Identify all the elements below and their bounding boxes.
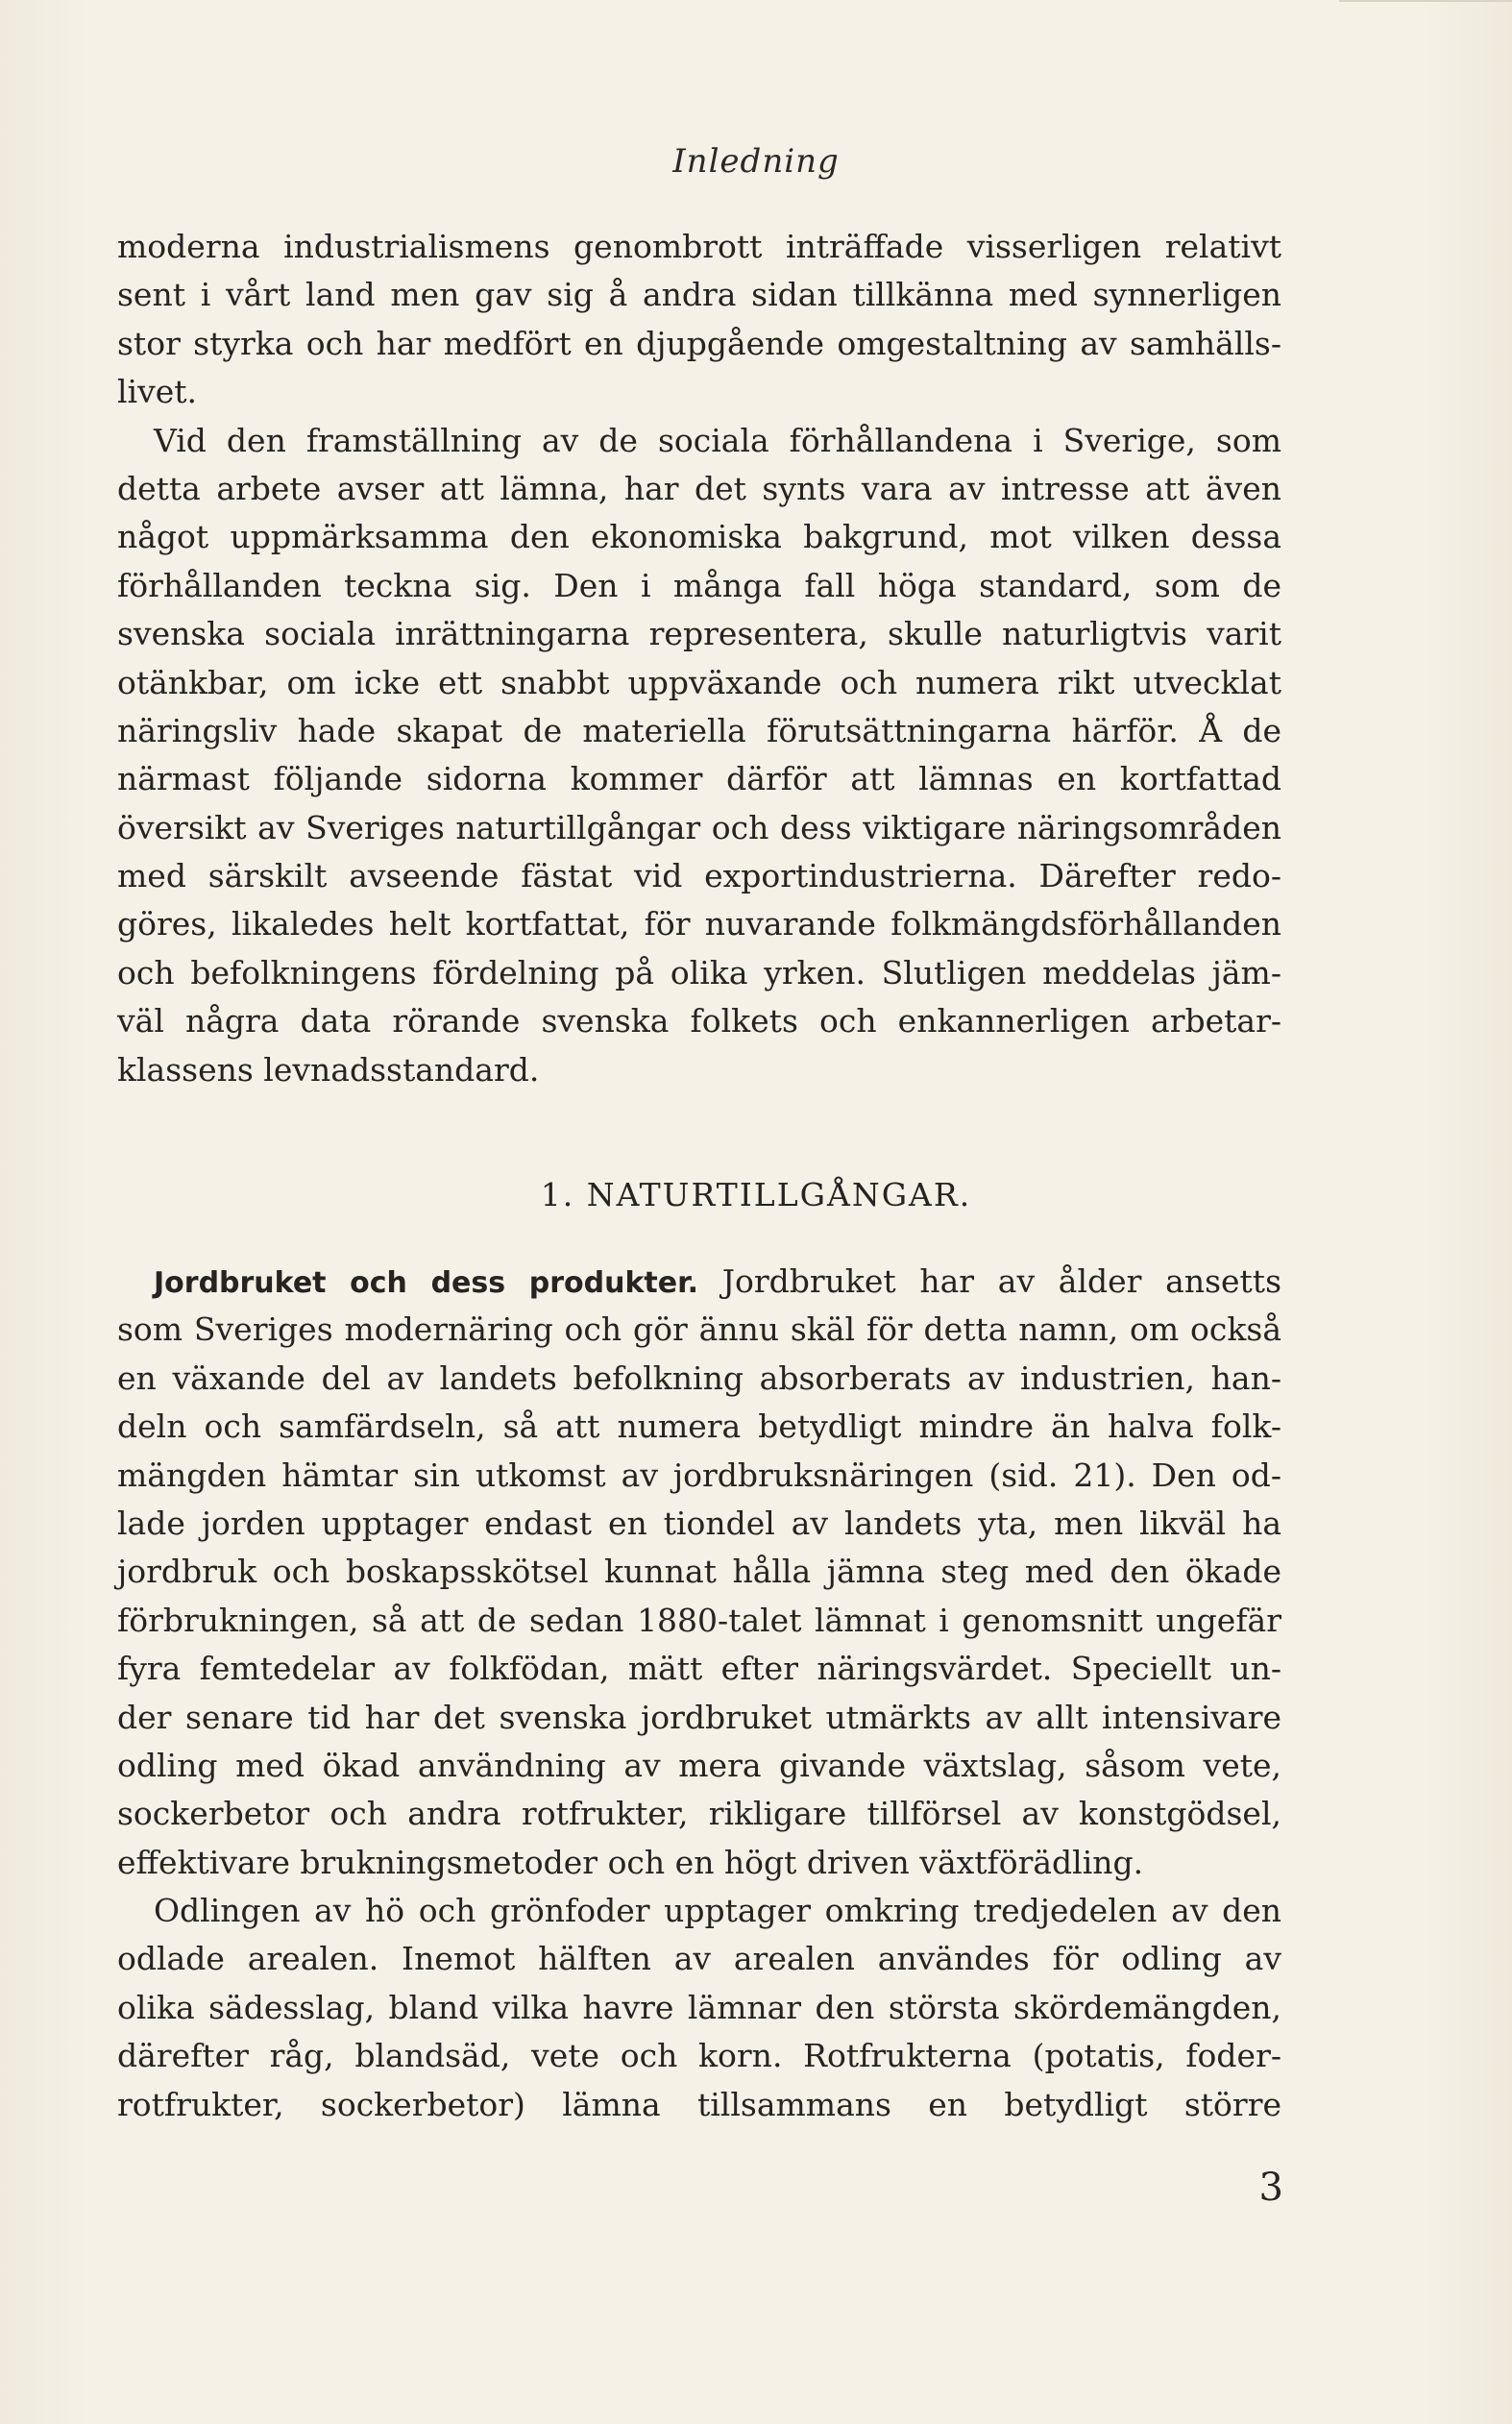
text-line: jordbruk och boskapsskötsel kunnat hålla jämna steg med den ökade <box>117 1553 1281 1591</box>
top-edge-rule <box>1339 0 1512 2</box>
text-line: väl några data rörande svenska folkets och enkannerligen arbetar- <box>117 1002 1281 1041</box>
text-line: odling med ökad användning av mera givande växtslag, såsom vete, <box>117 1746 1281 1784</box>
text-line: effektivare brukningsmetoder och en högt driven växtförädling. <box>117 1843 1144 1881</box>
running-head: Inledning <box>672 142 840 181</box>
text-line: moderna industrialismens genombrott inträffade visserligen relativt <box>117 228 1281 265</box>
text-line: klassens levnadsstandard. <box>117 1050 540 1089</box>
intro-text-block <box>117 223 1281 1094</box>
text-line: olika sädesslag, bland vilka havre lämnar den största skördemängden, <box>117 1988 1281 2026</box>
text-line: näringsliv hade skapat de materiella förutsättningarna härför. Å de <box>117 711 1281 749</box>
text-line: otänkbar, om icke ett snabbt uppväxande och numera rikt utvecklat <box>117 663 1281 701</box>
text-line: odlade arealen. Inemot hälften av arealen användes för odling av <box>117 1940 1281 1978</box>
text-line: mängden hämtar sin utkomst av jordbruksnäringen (sid. 21). Den od- <box>117 1456 1281 1494</box>
text-line-rest: Jordbruket har av ålder ansetts <box>721 1262 1281 1300</box>
text-line: deln och samfärdseln, så att numera betydligt mindre än halva folk- <box>117 1408 1281 1446</box>
text-line: stor styrka och har medfört en djupgående omgestaltning av samhälls- <box>117 324 1281 362</box>
section-heading: 1. NATURTILLGÅNGAR. <box>540 1176 972 1213</box>
text-line: livet. <box>117 373 198 411</box>
text-line: der senare tid har det svenska jordbruket utmärkts av allt intensivare <box>117 1698 1281 1736</box>
text-line: förhållanden teckna sig. Den i många fall höga standard, som de <box>117 566 1281 604</box>
text-line: som Sveriges modernäring och gör ännu skäl för detta namn, om också <box>117 1310 1281 1349</box>
text-line: Vid den framställning av de sociala förhållandena i Sverige, som <box>154 421 1281 459</box>
text-line: med särskilt avseende fästat vid exportindustrierna. Därefter redo- <box>117 857 1281 895</box>
text-line: en växande del av landets befolkning absorberats av industrien, han- <box>117 1359 1281 1397</box>
text-line: sent i vårt land men gav sig å andra sidan tillkänna med synnerligen <box>117 276 1281 314</box>
text-line: lade jorden upptager endast en tiondel av landets yta, men likväl ha <box>117 1504 1281 1542</box>
text-line: rotfrukter, sockerbetor) lämna tillsammans en betydligt större <box>117 2085 1281 2123</box>
text-line: närmast följande sidorna kommer därför att lämnas en kortfattad <box>117 760 1281 798</box>
text-line: svenska sociala inrättningarna representera, skulle naturligtvis varit <box>117 615 1281 653</box>
text-line: och befolkningens fördelning på olika yrken. Slutligen meddelas jäm- <box>117 953 1281 992</box>
text-line: detta arbete avser att lämna, har det synts vara av intresse att även <box>117 469 1281 507</box>
text-line: Odlingen av hö och grönfoder upptager omkring tredjedelen av den <box>154 1892 1281 1930</box>
text-line: förbrukningen, så att de sedan 1880-talet lämnat i genomsnitt ungefär <box>117 1601 1281 1639</box>
text-line-with-run-in-heading <box>117 1258 1281 1306</box>
page-number: 3 <box>1258 2166 1283 2210</box>
text-line: därefter råg, blandsäd, vete och korn. Rotfrukterna (potatis, foder- <box>117 2037 1281 2075</box>
text-line: något uppmärksamma den ekonomiska bakgrund, mot vilken dessa <box>117 518 1281 556</box>
agriculture-text-block <box>117 1258 1281 2129</box>
text-line: göres, likaledes helt kortfattat, för nuvarande folkmängdsförhållanden <box>117 905 1281 943</box>
text-line: översikt av Sveriges naturtillgångar och dess viktigare näringsområden <box>117 808 1281 846</box>
run-in-heading: Jordbruket och dess produkter. <box>154 1266 699 1300</box>
text-line: fyra femtedelar av folkfödan, mätt efter näringsvärdet. Speciellt un- <box>117 1650 1281 1688</box>
text-line: sockerbetor och andra rotfrukter, rikligare tillförsel av konstgödsel, <box>117 1795 1281 1833</box>
